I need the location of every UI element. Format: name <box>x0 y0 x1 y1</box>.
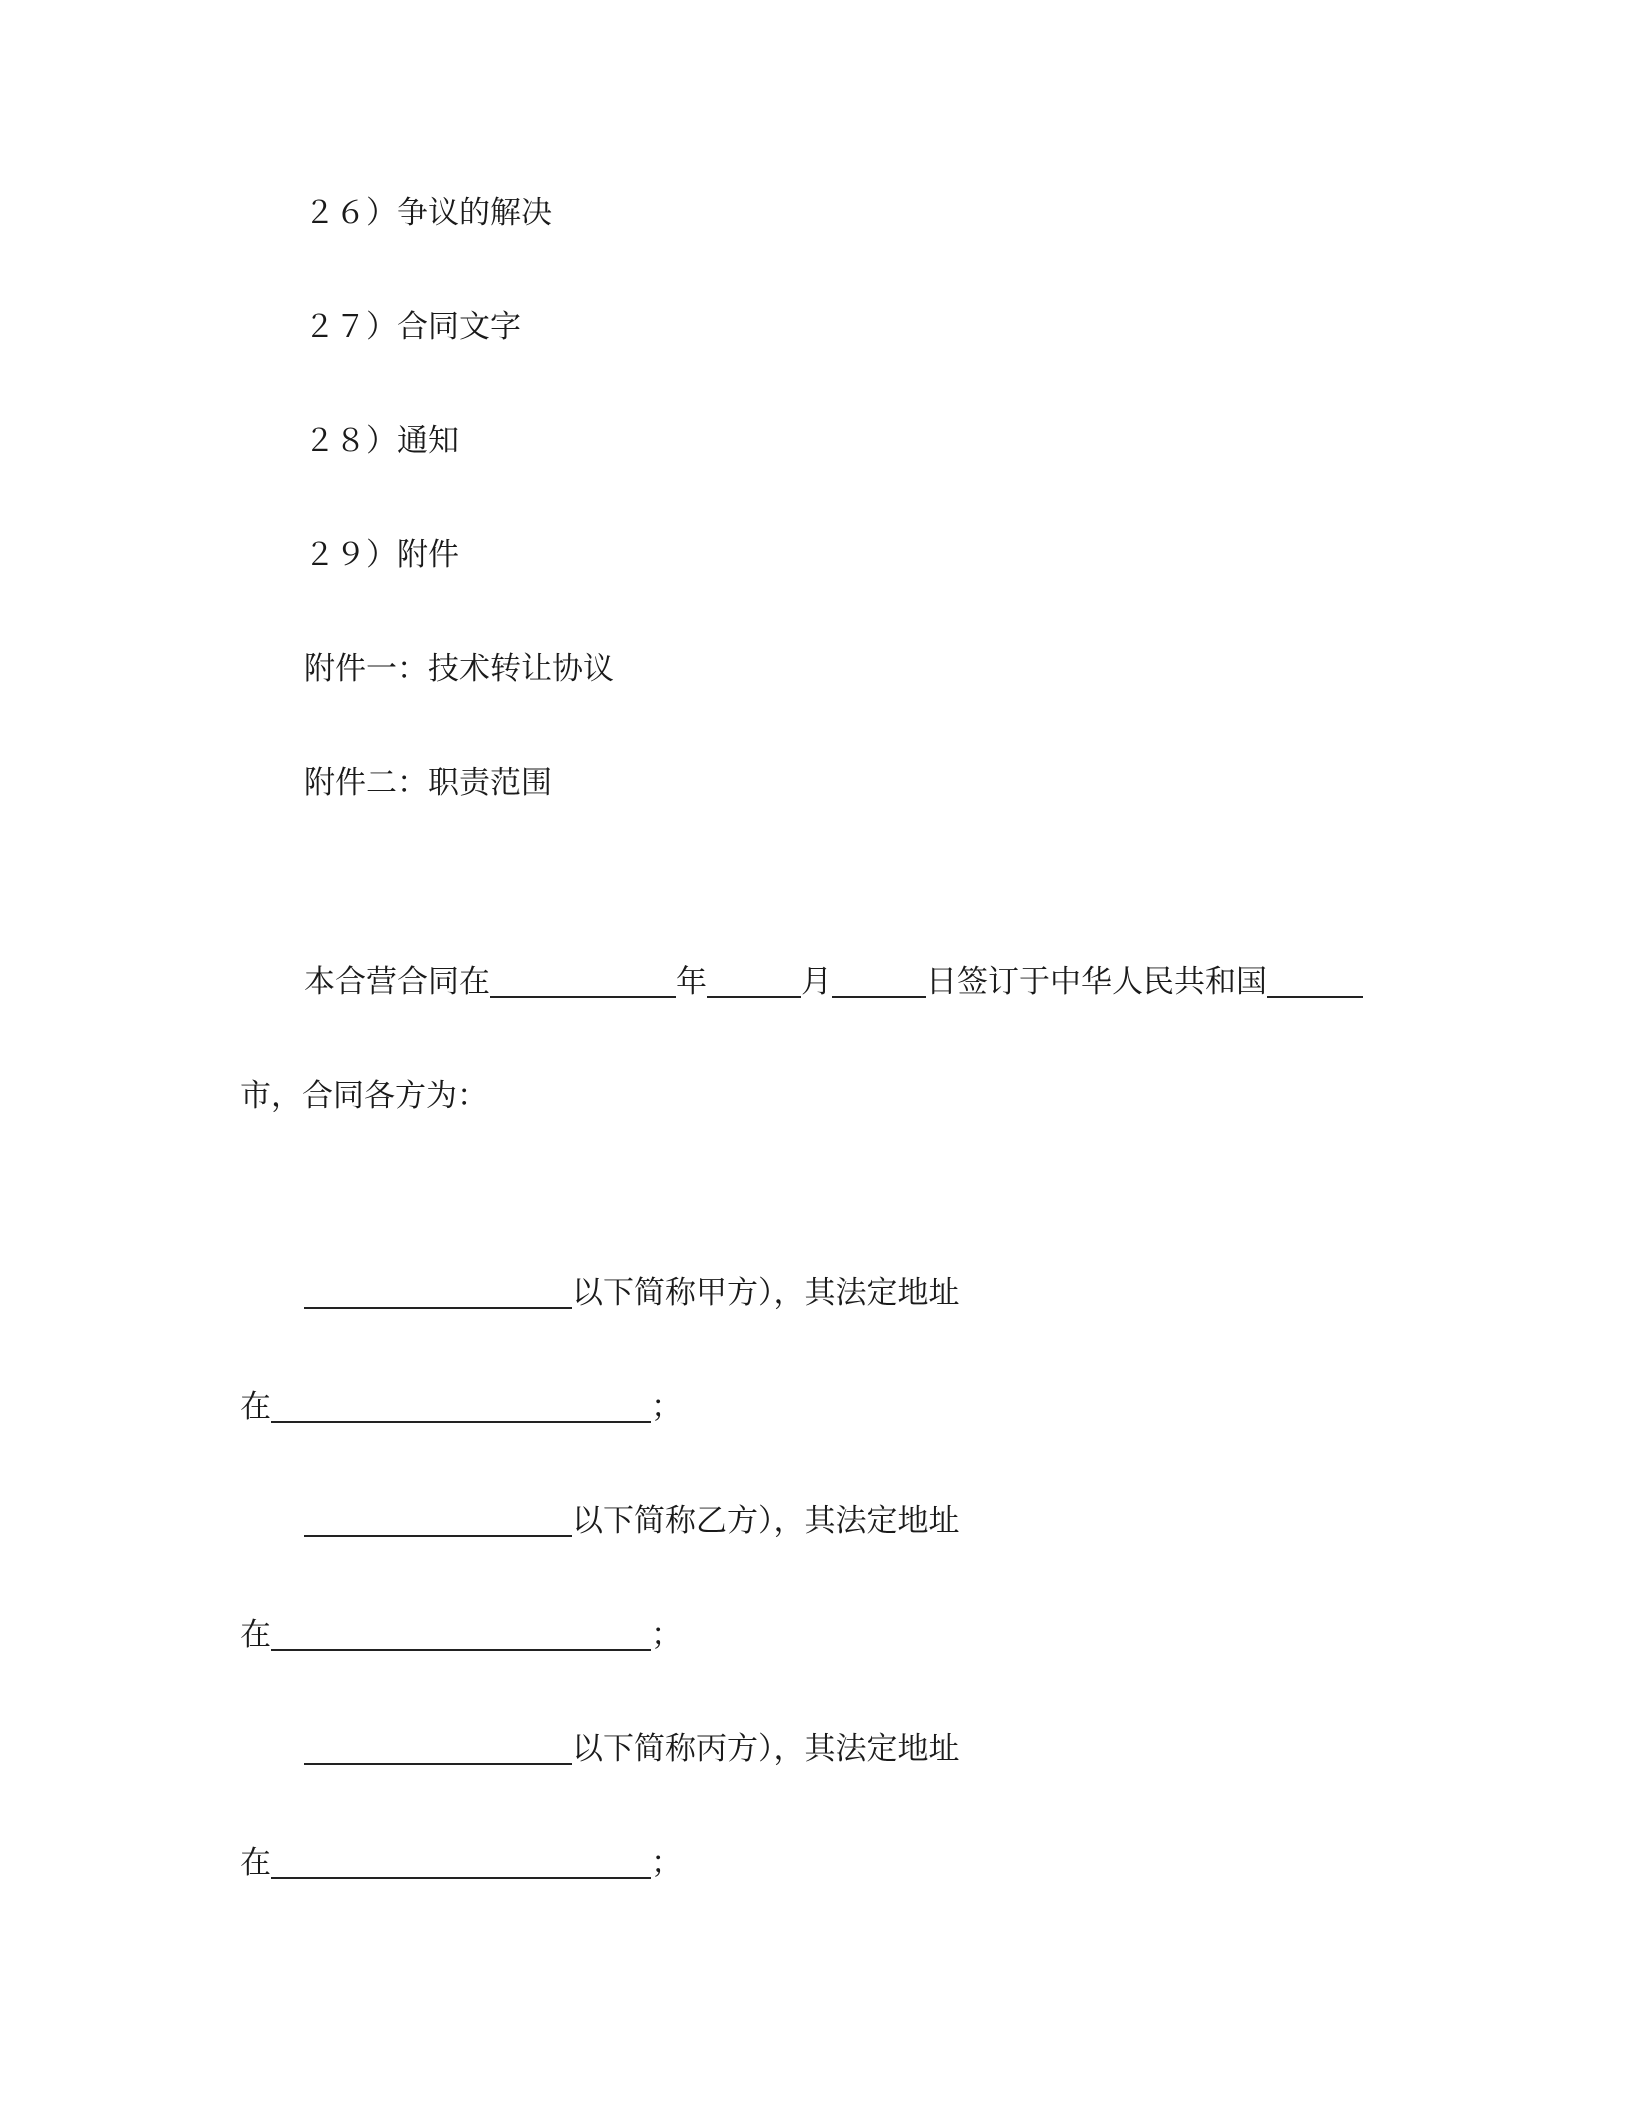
toc-item <box>304 421 459 461</box>
address-blank[interactable] <box>271 1847 651 1879</box>
toc-item <box>304 535 459 575</box>
address-end: ； <box>651 1845 682 1881</box>
toc-item <box>304 193 552 233</box>
party-name-blank[interactable] <box>304 1277 572 1309</box>
address-prefix: 在 <box>240 1617 271 1653</box>
toc-title: 合同文字 <box>397 309 521 345</box>
appendix-item <box>304 649 614 689</box>
party-intro-text: 以下简称甲方），其法定地址 <box>572 1275 960 1311</box>
preamble-line <box>304 962 1363 1002</box>
party-name-blank[interactable] <box>304 1505 572 1537</box>
party-address <box>240 1615 682 1655</box>
appendix-title: 职责范围 <box>428 765 552 801</box>
appendix-title: 技术转让协议 <box>428 651 614 687</box>
party-intro <box>304 1273 960 1313</box>
party-intro-text: 以下简称乙方），其法定地址 <box>572 1503 960 1539</box>
toc-title: 争议的解决 <box>397 195 552 231</box>
address-blank[interactable] <box>271 1391 651 1423</box>
month-blank[interactable] <box>707 966 801 998</box>
party-address <box>240 1387 682 1427</box>
party-intro-text: 以下简称丙方），其法定地址 <box>572 1731 960 1767</box>
appendix-label: 附件一： <box>304 651 428 687</box>
address-blank[interactable] <box>271 1619 651 1651</box>
appendix-label: 附件二： <box>304 765 428 801</box>
toc-number: ２８） <box>304 423 397 459</box>
party-intro <box>304 1501 960 1541</box>
preamble-city-line <box>240 1076 488 1116</box>
toc-number: ２６） <box>304 195 397 231</box>
toc-item <box>304 307 521 347</box>
city-text: 市，合同各方为： <box>240 1078 488 1114</box>
year-blank[interactable] <box>490 966 676 998</box>
address-prefix: 在 <box>240 1845 271 1881</box>
year-label: 年 <box>676 964 707 1000</box>
address-end: ； <box>651 1389 682 1425</box>
appendix-item <box>304 763 552 803</box>
preamble-text: 本合营合同在 <box>304 964 490 1000</box>
toc-number: ２７） <box>304 309 397 345</box>
party-address <box>240 1843 682 1883</box>
day-signed-text: 日签订于中华人民共和国 <box>926 964 1267 1000</box>
month-label: 月 <box>801 964 832 1000</box>
day-blank[interactable] <box>832 966 926 998</box>
party-name-blank[interactable] <box>304 1733 572 1765</box>
address-end: ； <box>651 1617 682 1653</box>
address-prefix: 在 <box>240 1389 271 1425</box>
city-blank[interactable] <box>1267 966 1363 998</box>
party-intro <box>304 1729 960 1769</box>
toc-title: 附件 <box>397 537 459 573</box>
toc-title: 通知 <box>397 423 459 459</box>
toc-number: ２９） <box>304 537 397 573</box>
